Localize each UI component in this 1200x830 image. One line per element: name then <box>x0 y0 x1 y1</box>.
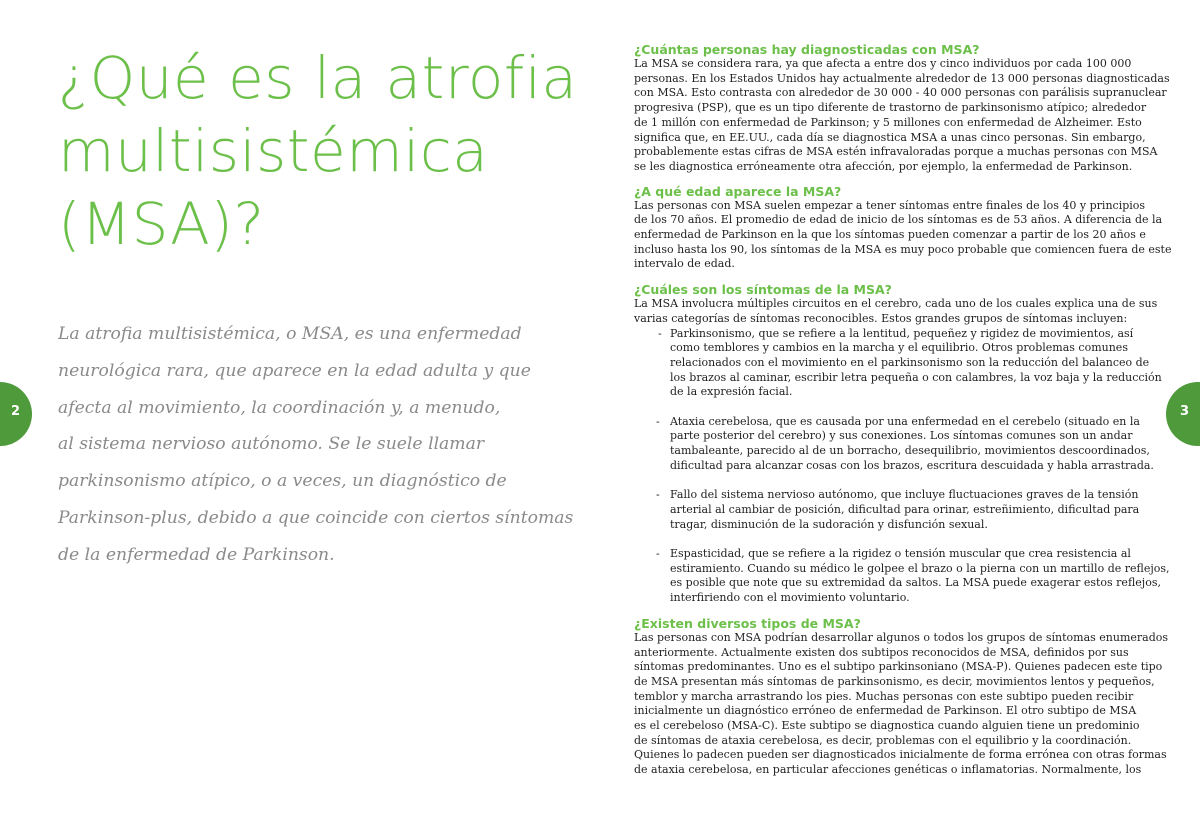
intro-line: La atrofia multisistémica, o MSA, es una enfermedad <box>58 324 522 344</box>
section-age-onset <box>634 183 1172 273</box>
bullet-line: de la expresión facial. <box>670 385 793 399</box>
title-line: ¿Qué es la atrofia <box>58 44 578 112</box>
body-line: de síntomas de ataxia cerebelosa, es decir, problemas con el equilibrio y la coordinación. <box>634 733 1132 747</box>
bullet-line: Fallo del sistema nervioso autónomo, que incluye fluctuaciones graves de la tensión <box>670 488 1139 502</box>
section-symptoms <box>634 282 1170 606</box>
body-line: Las personas con MSA podrían desarrollar algunos o todos los grupos de síntomas enumerados <box>634 630 1169 644</box>
bullet-item <box>634 488 1156 532</box>
body-line: es el cerebeloso (MSA-C). Este subtipo se diagnostica cuando alguien tiene un predominio <box>634 719 1140 733</box>
bullet-line: relacionados con el movimiento en el parkinsonismo son la reducción del balanceo de <box>670 355 1150 369</box>
bullet-line: tambaleante, parecido al de un borracho, desequilibrio, movimientos descoordinados, <box>670 444 1150 458</box>
bullet-dash: - <box>656 547 660 561</box>
section-heading: ¿Existen diversos tipos de MSA? <box>634 615 861 631</box>
body-line: probablemente estas cifras de MSA estén infravaloradas porque a muchas personas con MSA <box>634 145 1158 159</box>
body-line: temblor y marcha arrastrando los pies. Muchas personas con este subtipo pueden recibir <box>634 689 1134 703</box>
intro-paragraph <box>58 316 578 574</box>
bullet-dash: - <box>658 326 662 340</box>
section-heading: ¿Cuántas personas hay diagnosticadas con MSA? <box>634 42 980 57</box>
body-line: varias categorías de síntomas reconocibles. Estos grandes grupos de síntomas incluyen: <box>634 311 1128 325</box>
bullet-item <box>634 547 1170 606</box>
bullet-line: parte posterior del cerebro) y sus conexiones. Los síntomas comunes son un andar <box>670 429 1133 443</box>
bullet-line: Espasticidad, que se refiere a la rigidez o tensión muscular que crea resistencia al <box>670 547 1131 561</box>
body-line: Las personas con MSA suelen empezar a tener síntomas entre finales de los 40 y principios <box>634 198 1146 212</box>
body-line: Quienes lo padecen pueden ser diagnosticados inicialmente de forma errónea con otras formas <box>634 748 1167 762</box>
body-line: síntomas predominantes. Uno es el subtipo parkinsoniano (MSA-P). Quienes padecen este tipo <box>634 660 1163 674</box>
intro-line: parkinsonismo atípico, o a veces, un diagnóstico de <box>58 471 507 492</box>
intro-line: de la enfermedad de Parkinson. <box>58 544 335 565</box>
body-line: de 1 millón con enfermedad de Parkinson; y 5 millones con enfermedad de Alzheimer. Esto <box>634 115 1142 129</box>
section-prevalence <box>634 42 1170 175</box>
bullet-line: arterial al cambiar de posición, dificultad para orinar, estreñimiento, dificultad para <box>670 502 1140 516</box>
body-line: inicialmente un diagnóstico erróneo de enfermedad de Parkinson. El otro subtipo de MSA <box>634 704 1137 718</box>
body-line: de ataxia cerebelosa, en particular afecciones genéticas o inflamatorias. Normalmente, los <box>634 763 1142 777</box>
bullet-line: es posible que note que su extremidad da saltos. La MSA puede exagerar estos reflejos, <box>670 576 1161 590</box>
body-line: La MSA se considera rara, ya que afecta a entre dos y cinco individuos por cada 100 000 <box>634 57 1132 70</box>
intro-line: al sistema nervioso autónomo. Se le suele llamar <box>58 434 485 455</box>
body-line: personas. En los Estados Unidos hay actualmente alrededor de 13 000 personas diagnosticadas <box>634 71 1170 85</box>
body-line: La MSA involucra múltiples circuitos en el cerebro, cada uno de los cuales explica una de sus <box>634 297 1158 311</box>
page-number-left: 2 <box>11 404 21 419</box>
body-line: incluso hasta los 90, los síntomas de la MSA es muy poco probable que comiencen fuera de este <box>634 242 1172 256</box>
page-number-right: 3 <box>1180 404 1190 419</box>
bullet-item <box>634 326 1162 401</box>
bullet-item <box>634 415 1156 474</box>
bullet-line: como temblores y cambios en la marcha y el equilibrio. Otros problemas comunes <box>670 341 1128 355</box>
intro-line: neurológica rara, que aparece en la edad adulta y que <box>58 360 531 381</box>
bullet-line: dificultad para alcanzar cosas con los brazos, escritura descuidada y habla arrastrada. <box>670 458 1154 472</box>
section-types <box>634 615 1169 778</box>
body-line: anteriormente. Actualmente existen dos subtipos reconocidos de MSA, definidos por sus <box>634 645 1129 659</box>
section-heading: ¿A qué edad aparece la MSA? <box>634 183 842 199</box>
body-line: de MSA presentan más síntomas de parkinsonismo, es decir, movimientos lentos y pequeños, <box>634 674 1155 688</box>
body-line: progresiva (PSP), que es un tipo diferente de trastorno de parkinsonismo atípico; alrededor <box>634 101 1147 115</box>
bullet-line: tragar, disminución de la sudoración y disfunción sexual. <box>670 517 988 531</box>
bullet-dash: - <box>656 414 660 428</box>
body-line: enfermedad de Parkinson en la que los síntomas pueden comenzar a partir de los 20 años e <box>634 228 1146 242</box>
section-heading: ¿Cuáles son los síntomas de la MSA? <box>634 282 892 298</box>
bullet-line: Ataxia cerebelosa, que es causada por una enfermedad en el cerebelo (situado en la <box>670 414 1140 428</box>
title-line: multisistémica <box>58 117 489 185</box>
intro-line: Parkinson-plus, debido a que coincide con ciertos síntomas <box>58 507 574 528</box>
page-title <box>58 42 578 261</box>
right-page-content <box>634 42 1172 778</box>
bullet-line: Parkinsonismo, que se refiere a la lentitud, pequeñez y rigidez de movimientos, así <box>670 326 1134 340</box>
body-line: intervalo de edad. <box>634 257 735 271</box>
title-line: (MSA)? <box>58 190 265 258</box>
bullet-line: estiramiento. Cuando su médico le golpee el brazo o la pierna con un martillo de reflejos, <box>670 561 1170 575</box>
body-line: se les diagnostica erróneamente otra afección, por ejemplo, la enfermedad de Parkinson. <box>634 159 1133 173</box>
intro-line: afecta al movimiento, la coordinación y, a menudo, <box>58 397 501 418</box>
body-line: significa que, en EE.UU., cada día se diagnostica MSA a unas cinco personas. Sin embargo, <box>634 130 1146 144</box>
body-line: con MSA. Esto contrasta con alrededor de 30 000 - 40 000 personas con parálisis supranuclear <box>634 86 1167 100</box>
bullet-dash: - <box>656 488 660 502</box>
bullet-line: los brazos al caminar, escribir letra pequeña o con calambres, la voz baja y la reducción <box>670 370 1162 384</box>
body-line: de los 70 años. El promedio de edad de inicio de los síntomas es de 53 años. A diferencia de la <box>634 213 1163 227</box>
bullet-line: interfiriendo con el movimiento voluntario. <box>670 591 910 605</box>
